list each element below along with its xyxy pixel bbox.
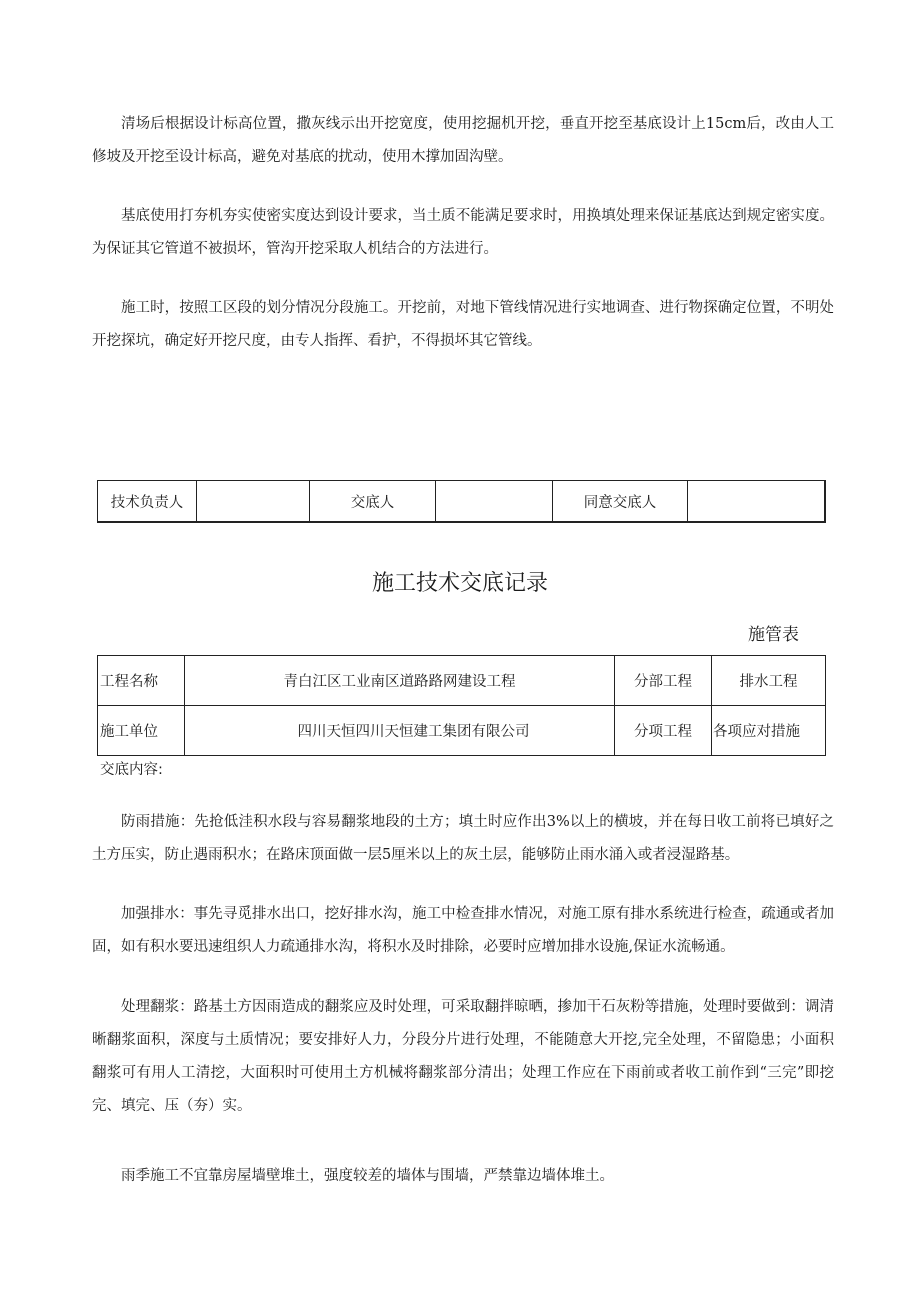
division-label: 分部工程 <box>615 656 712 706</box>
contractor-value: 四川天恒四川天恒建工集团有限公司 <box>185 706 615 756</box>
content-paragraph-drainage: 加强排水：事先寻觅排水出口，挖好排水沟，施工中检查排水情况，对施工原有排水系统进行检查，疏通或者加固，如有积水要迅速组织人力疏通排水沟，将积水及时排除，必要时应增加排水设施,保证水流畅通。 <box>92 906 834 955</box>
division-value: 排水工程 <box>712 656 826 706</box>
intro-paragraph-sectioning: 施工时，按照工区段的划分情况分段施工。开挖前，对地下管线情况进行实地调查、进行物探确定位置，不明处开挖探坑，确定好开挖尺度，由专人指挥、看护，不得损坏其它管线。 <box>92 300 834 349</box>
subitem-label: 分项工程 <box>615 706 712 756</box>
subitem-value: 各项应对措施 <box>712 706 826 756</box>
form-code: 施管表 <box>748 625 799 645</box>
presenter-value <box>436 481 553 523</box>
record-header-table <box>97 655 826 756</box>
tech-lead-value <box>197 481 310 523</box>
intro-paragraph-compaction: 基底使用打夯机夯实使密实度达到设计要求，当土质不能满足要求时，用换填处理来保证基底达到规定密实度。为保证其它管道不被损坏，管沟开挖采取人机结合的方法进行。 <box>92 208 834 257</box>
tech-lead-label: 技术负责人 <box>98 481 197 523</box>
content-paragraph-frost-boil: 处理翻浆：路基土方因雨造成的翻浆应及时处理，可采取翻拌晾晒，掺加干石灰粉等措施，处理时要做到：调清晰翻浆面积，深度与土质情况；要安排好人力，分段分片进行处理，不能随意大开挖,完全处理，不留隐患；小面积翻浆可有用人工清挖，大面积时可使用土方机械将翻浆部分清出；处理工作应在下雨前或者收工前作到“三完”即挖完、填完、压（夯）实。 <box>92 999 834 1114</box>
page-title: 施工技术交底记录 <box>371 571 548 596</box>
contractor-label: 施工单位 <box>98 706 185 756</box>
content-paragraph-rain-protection: 防雨措施：先抢低洼积水段与容易翻浆地段的土方；填土时应作出3%以上的横坡，并在每日收工前将已填好之土方压实，防止遇雨积水；在路床顶面做一层5厘米以上的灰土层，能够防止雨水涌入或者浸湿路基。 <box>92 814 834 863</box>
project-name-value: 青白江区工业南区道路路网建设工程 <box>185 656 615 706</box>
intro-paragraph-excavation: 清场后根据设计标高位置，撒灰线示出开挖宽度，使用挖掘机开挖，垂直开挖至基底设计上15cm后，改由人工修坡及开挖至设计标高，避免对基底的扰动，使用木撑加固沟壁。 <box>92 116 834 165</box>
presenter-label: 交底人 <box>310 481 436 523</box>
receiver-value <box>688 481 826 523</box>
signoff-table <box>97 480 826 523</box>
receiver-label: 同意交底人 <box>553 481 688 523</box>
project-name-label: 工程名称 <box>98 656 185 706</box>
content-paragraph-stockpile: 雨季施工不宜靠房屋墙壁堆土，强度较差的墙体与围墙，严禁靠边墙体堆土。 <box>121 1168 614 1184</box>
content-label: 交底内容: <box>100 762 163 778</box>
